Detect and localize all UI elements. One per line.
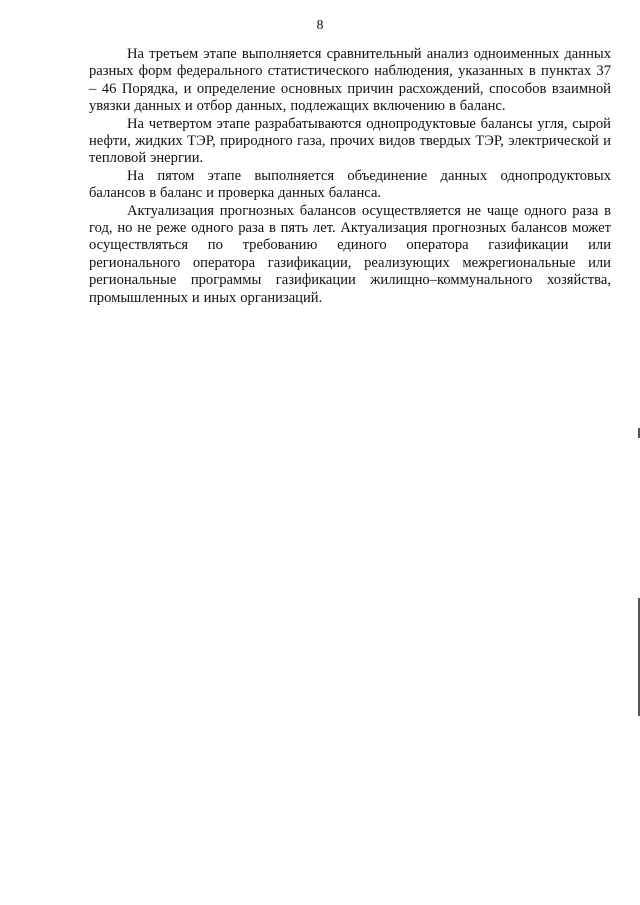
paragraph-stage-three: На третьем этапе выполняется сравнительный анализ одноименных данных разных форм федерального статистического наблюдения, указанных в пунктах 37 – 46 Порядка, и определение основных причин расхождений, способов взаимной увязки данных и отбор данных, подлежащих включению в баланс. [89, 46, 611, 115]
paragraph-stage-four: На четвертом этапе разрабатываются однопродуктовые балансы угля, сырой нефти, жидких ТЭР, природного газа, прочих видов твердых ТЭР, электрической и тепловой энергии. [89, 115, 611, 167]
body-text [89, 46, 611, 307]
paragraph-forecast-update: Актуализация прогнозных балансов осуществляется не чаще одного раза в год, но не реже одного раза в пять лет. Актуализация прогнозных балансов может осуществляться по требованию единого оператора газификации или регионального оператора газификации, реализующих межрегиональные или региональные программы газификации жилищно–коммунального хозяйства, промышленных и иных организаций. [89, 202, 611, 306]
paragraph-stage-five: На пятом этапе выполняется объединение данных однопродуктовых балансов в баланс и проверка данных баланса. [89, 167, 611, 202]
page-number: 8 [316, 18, 324, 33]
